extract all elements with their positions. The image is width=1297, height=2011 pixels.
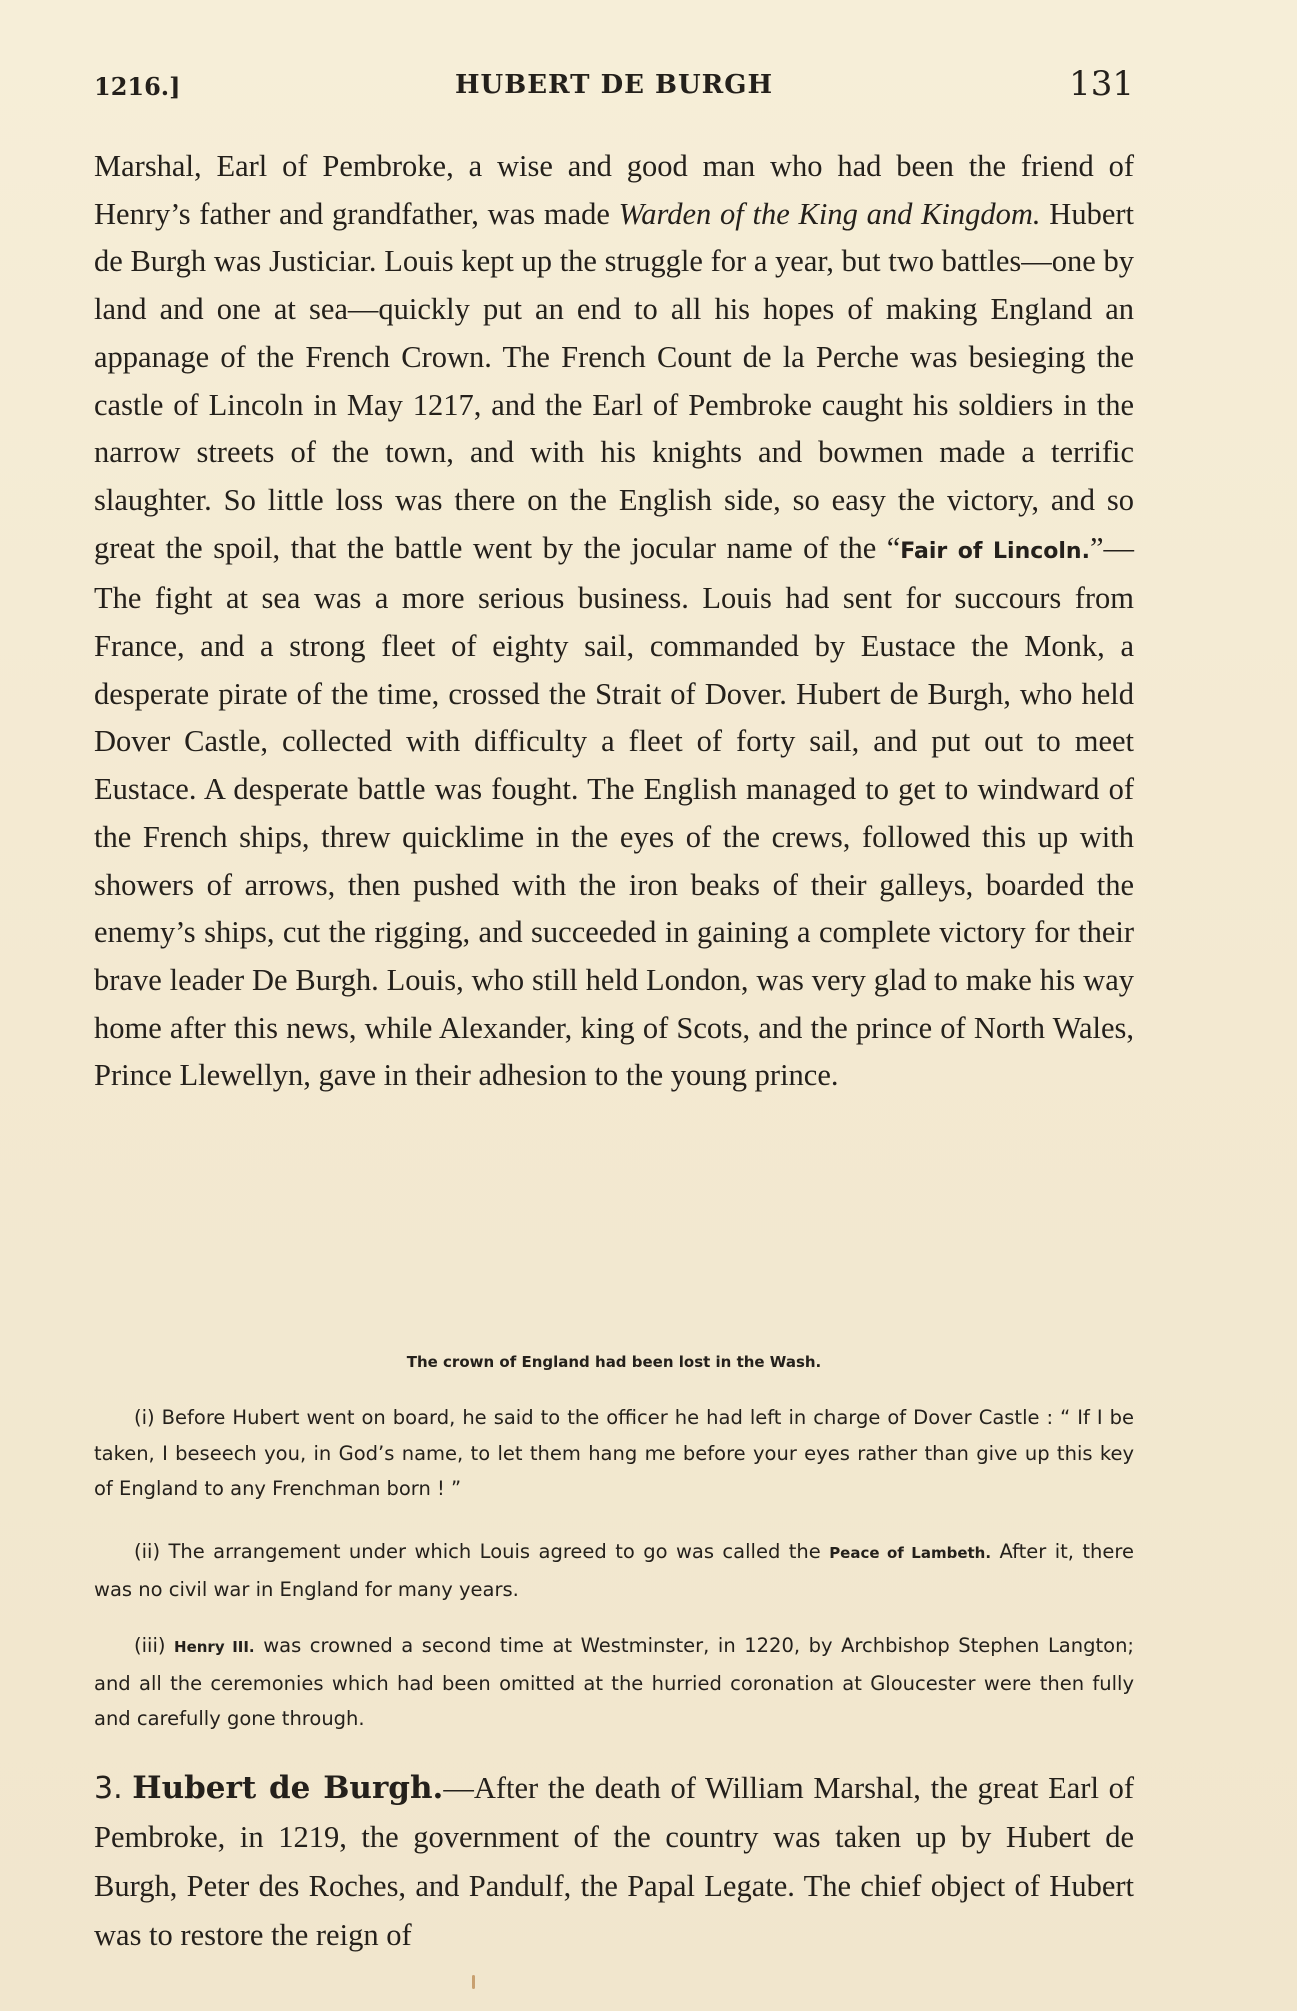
paragraph-text-3: ”—The fight at sea was a more serious business. Louis had sent for succours from France, and a strong fleet of eighty sail, commanded by Eustace the Monk, a desperate pirate of the time, crossed the Strait of Dover. Hubert de Burgh, who held Dover Castle, collected with difficulty a fleet of forty sail, and put out to meet Eustace. A desperate battle was fought. The English managed to get to windward of the French ships, threw quicklime in the eyes of the crews, followed this up with showers of arrows, then pushed with the iron beaks of their galleys, boarded the enemy’s ships, cut the rigging, and succeeded in gaining a complete victory for their brave leader De Burgh. Louis, who still held London, was very glad to make his way home after this news, while Alexander, king of Scots, and the prince of North Wales, Prince Llewellyn, gave in their adhesion to the young prince. (94, 530, 1134, 1093)
note-ii (94, 1534, 1134, 1607)
section-number: 3. (94, 1771, 123, 1806)
section-text: —After the death of William Marshal, the great Earl of Pembroke, in 1219, the government of the country was taken up by Hubert de Burgh, Peter des Roches, and Pandulf, the Papal Legate. The chief object of Hubert was to restore the reign of (94, 1771, 1134, 1952)
note-i-text: (i) Before Hubert went on board, he said to the officer he had left in charge of Dover Castle : “ If I be taken, I beseech you, in God’s name, to let them hang me before your eyes rather than give up this key of England to any Frenchman born ! ” (94, 1406, 1134, 1500)
page-number: 131 (1069, 64, 1134, 104)
section-title: Hubert de Burgh. (132, 1770, 444, 1806)
section-3 (94, 1764, 1134, 1960)
peace-of-lambeth: Peace of Lambeth. (829, 1544, 992, 1562)
header-title: HUBERT DE BURGH (454, 70, 774, 100)
header-year: 1216.] (94, 72, 181, 101)
note-iii-text-c: was crowned a second time at Westminster, in 1220, by Archbishop Stephen Langton; and all the ceremonies which had been omitted at the hurried coronation at Gloucester were then fully and carefully gone through. (94, 1634, 1134, 1730)
main-paragraph (94, 143, 1134, 1100)
paper-speck (472, 1975, 475, 1989)
paragraph-text-2: Hubert de Burgh was Justiciar. Louis kept up the struggle for a year, but two battles—one by land and one at sea—quickly put an end to all his hopes of making England an appanage of the French Crown. The French Count de la Perche was besieging the castle of Lincoln in May 1217, and the Earl of Pembroke caught his soldiers in the narrow streets of the town, and with his knights and bowmen made a terrific slaughter. So little loss was there on the English side, so easy the victory, and so great the spoil, that the battle went by the jocular name of the “ (94, 196, 1135, 565)
henry-iii: Henry III. (174, 1638, 255, 1656)
paragraph-text-1: Marshal, Earl of Pembroke, a wise and good man who had been the friend of Henry’s father and grandfather, was made (94, 149, 1134, 231)
note-ii-text-a: (ii) The arrangement under which Louis agreed to go was called the (134, 1540, 830, 1563)
note-ii-text-c: After it, there was no civil war in England for many years. (94, 1540, 1135, 1601)
warden-title-italic: Warden of the King and Kingdom. (618, 196, 1041, 231)
note-i (94, 1400, 1134, 1507)
caption-note: The crown of England had been lost in the Wash. (406, 1353, 822, 1371)
note-iii-text-a: (iii) (134, 1634, 175, 1657)
fair-of-lincoln: Fair of Lincoln. (900, 538, 1090, 564)
note-iii (94, 1628, 1134, 1737)
running-header (94, 66, 1134, 110)
